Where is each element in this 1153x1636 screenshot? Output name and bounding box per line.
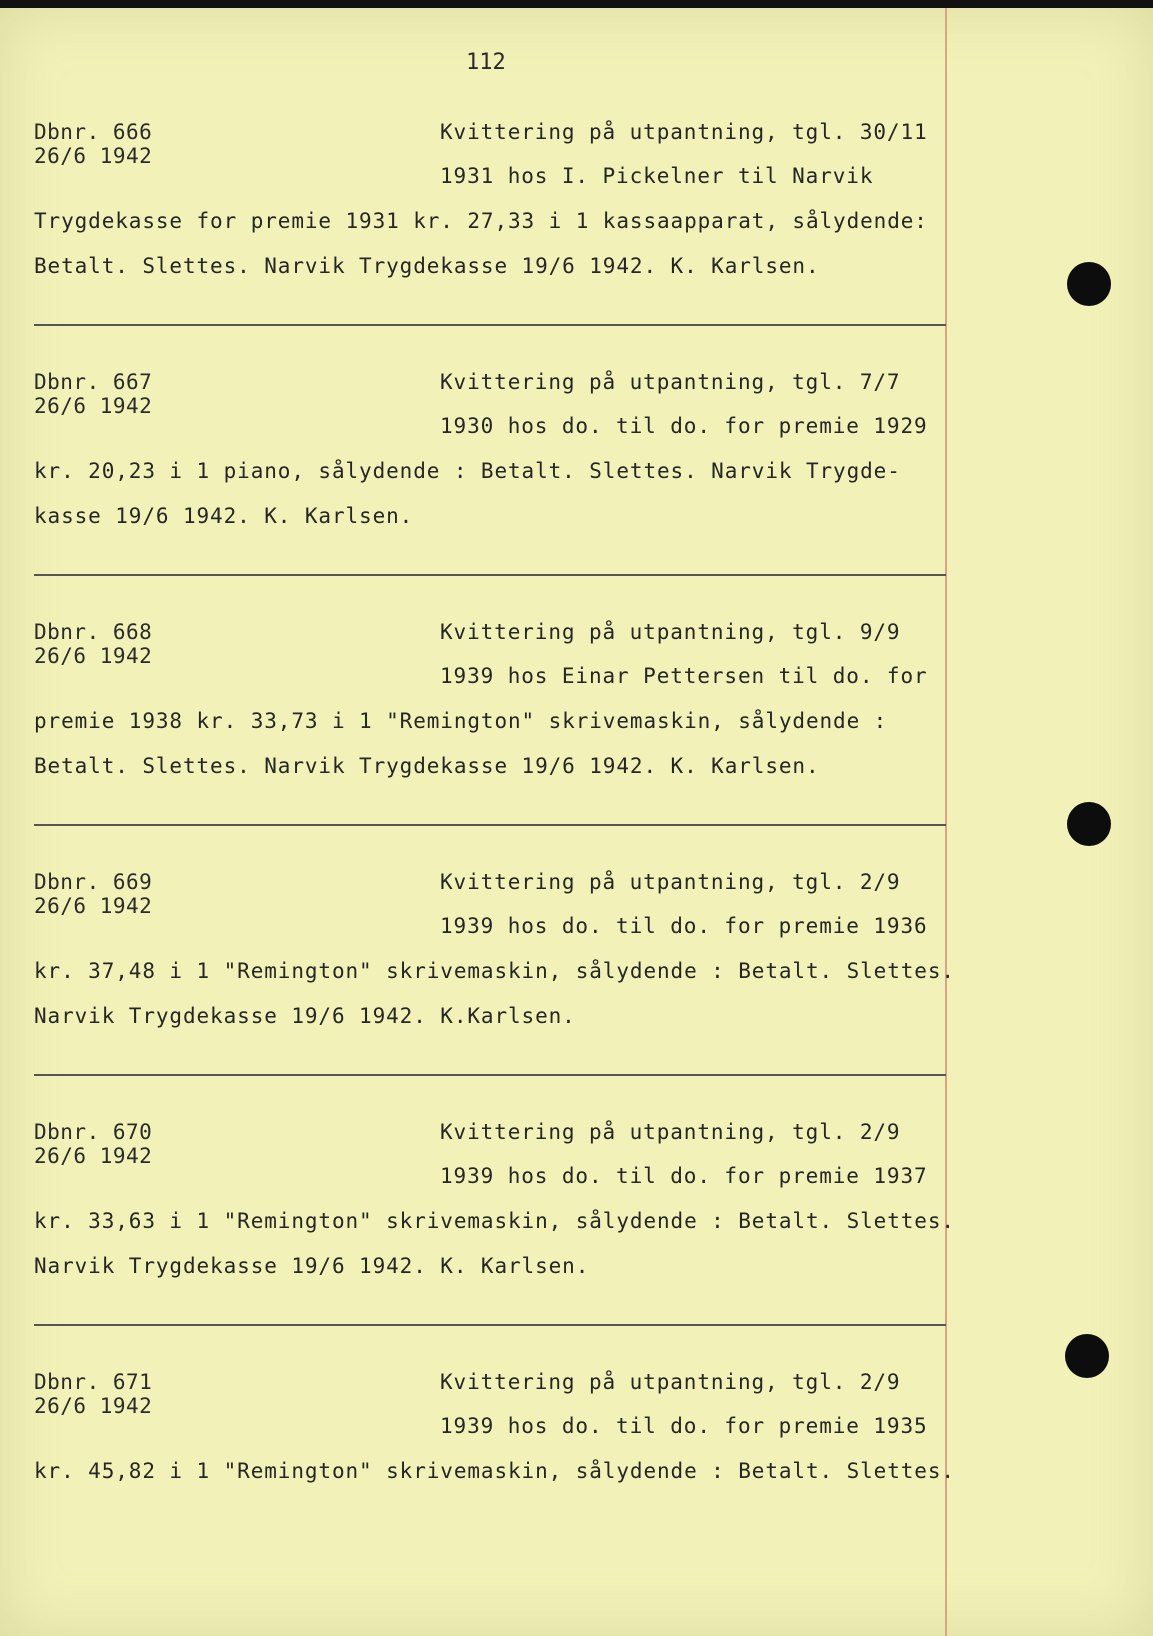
entry-date: 26/6 1942	[34, 894, 153, 918]
entry-text-line: kasse 19/6 1942. K. Karlsen.	[34, 504, 414, 528]
entry-number: Dbnr. 666	[34, 120, 153, 144]
entry-text-line: Narvik Trygdekasse 19/6 1942. K. Karlsen.	[34, 1254, 590, 1278]
entry-date: 26/6 1942	[34, 1144, 153, 1168]
entry-meta	[34, 870, 152, 918]
entry-text-line: Betalt. Slettes. Narvik Trygdekasse 19/6 1942. K. Karlsen.	[34, 254, 820, 278]
entry-meta	[34, 620, 152, 668]
entry-meta	[34, 1370, 152, 1418]
entry-separator	[34, 1074, 946, 1076]
entry-separator	[34, 1324, 946, 1326]
entry-text-line: Trygdekasse for premie 1931 kr. 27,33 i 1 kassaapparat, sålydende:	[34, 209, 928, 233]
entry-separator	[34, 824, 946, 826]
ledger-page	[0, 8, 1153, 1636]
entry-text-line: kr. 37,48 i 1 "Remington" skrivemaskin, sålydende : Betalt. Slettes.	[34, 959, 955, 983]
entry-text-line: 1939 hos do. til do. for premie 1935	[440, 1414, 928, 1438]
entry-number: Dbnr. 670	[34, 1120, 153, 1144]
entry-text-line: kr. 33,63 i 1 "Remington" skrivemaskin, sålydende : Betalt. Slettes.	[34, 1209, 955, 1233]
entry-date: 26/6 1942	[34, 394, 153, 418]
punch-hole	[1065, 1334, 1109, 1378]
entry-date: 26/6 1942	[34, 1394, 153, 1418]
entry-text-line: Narvik Trygdekasse 19/6 1942. K.Karlsen.	[34, 1004, 576, 1028]
entry-date: 26/6 1942	[34, 144, 153, 168]
entry-text-line: Kvittering på utpantning, tgl. 30/11	[440, 120, 928, 144]
entry-text-line: 1939 hos do. til do. for premie 1936	[440, 914, 928, 938]
entry-text-line: kr. 20,23 i 1 piano, sålydende : Betalt. Slettes. Narvik Trygde-	[34, 459, 901, 483]
entry-text-line: Kvittering på utpantning, tgl. 2/9	[440, 1370, 901, 1394]
entry-number: Dbnr. 667	[34, 370, 153, 394]
scan-top-edge	[0, 0, 1153, 8]
entry-meta	[34, 370, 152, 418]
entry-text-line: Betalt. Slettes. Narvik Trygdekasse 19/6 1942. K. Karlsen.	[34, 754, 820, 778]
entry-date: 26/6 1942	[34, 644, 153, 668]
ledger-entry-671	[0, 1370, 960, 1610]
entry-text-line: 1931 hos I. Pickelner til Narvik	[440, 164, 874, 188]
entry-text-line: Kvittering på utpantning, tgl. 7/7	[440, 370, 901, 394]
punch-hole	[1067, 262, 1111, 306]
punch-hole	[1067, 802, 1111, 846]
entry-text-line: 1939 hos do. til do. for premie 1937	[440, 1164, 928, 1188]
entry-separator	[34, 574, 946, 576]
entry-separator	[34, 324, 946, 326]
entry-text-line: Kvittering på utpantning, tgl. 9/9	[440, 620, 901, 644]
entry-text-line: 1930 hos do. til do. for premie 1929	[440, 414, 928, 438]
entry-text-line: Kvittering på utpantning, tgl. 2/9	[440, 870, 901, 894]
entry-text-line: 1939 hos Einar Pettersen til do. for	[440, 664, 928, 688]
entry-number: Dbnr. 671	[34, 1370, 153, 1394]
entry-meta	[34, 120, 152, 168]
entry-text-line: kr. 45,82 i 1 "Remington" skrivemaskin, sålydende : Betalt. Slettes.	[34, 1459, 955, 1483]
entry-text-line: premie 1938 kr. 33,73 i 1 "Remington" skrivemaskin, sålydende :	[34, 709, 888, 733]
page-number: 112	[466, 50, 506, 75]
entry-number: Dbnr. 668	[34, 620, 153, 644]
entry-meta	[34, 1120, 152, 1168]
entry-text-line: Kvittering på utpantning, tgl. 2/9	[440, 1120, 901, 1144]
entry-number: Dbnr. 669	[34, 870, 153, 894]
